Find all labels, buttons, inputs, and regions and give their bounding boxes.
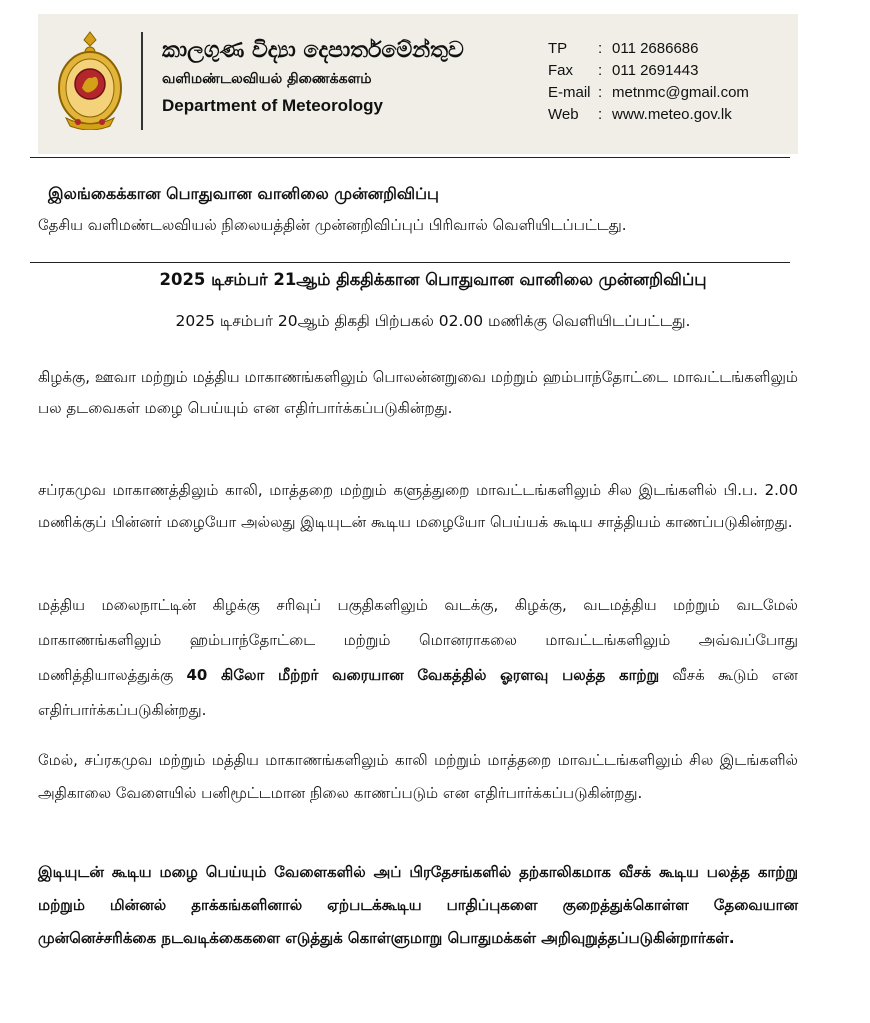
forecast-paragraph-wind	[38, 588, 798, 728]
org-name-tamil: வளிமண்டலவியல் திணைக்களம்	[162, 71, 372, 87]
bulletin-title: இலங்கைக்கான பொதுவான வானிலை முன்னறிவிப்பு	[48, 184, 439, 203]
wind-speed-highlight: 40 கிலோ மீற்றர் வரையான வேகத்தில் ஓரளவு பலத்த காற்று	[186, 666, 660, 684]
organization-name	[162, 36, 464, 120]
contact-info	[548, 38, 749, 126]
letterhead	[38, 14, 798, 154]
safety-advisory: இடியுடன் கூடிய மழை பெய்யும் வேளைகளில் அப் பிரதேசங்களில் தற்காலிகமாக வீசக் கூடிய பலத்த காற்று மற்றும் மின்னல் தாக்கங்களினால் ஏற்படக்கூடிய பாதிப்புகளை குறைத்துக்கொள்ள தேவையான முன்னெச்சரிக்கை நடவடிக்கைகளை எடுத்துக் கொள்ளுமாறு பொதுமக்கள் அறிவுறுத்தப்படுகின்றார்கள்.	[38, 863, 798, 947]
contact-fax: Fax : 011 2691443	[548, 60, 749, 82]
letterhead-divider	[141, 32, 143, 130]
sri-lanka-emblem-icon	[56, 30, 124, 130]
contact-value: www.meteo.gov.lk	[612, 106, 732, 123]
contact-web: Web : www.meteo.gov.lk	[548, 104, 749, 126]
contact-value: metnmc@gmail.com	[612, 84, 749, 101]
contact-value: 011 2691443	[612, 62, 699, 79]
contact-value: 011 2686686	[612, 40, 699, 57]
org-name-english: Department of Meteorology	[162, 96, 384, 115]
forecast-paragraph-rain: கிழக்கு, ஊவா மற்றும் மத்திய மாகாணங்களிலும் பொலன்னறுவை மற்றும் ஹம்பாந்தோட்டை மாவட்டங்களிலும் பல தடவைகள் மழை பெய்யும் என எதிர்பார்க்கப்படுகின்றது.	[38, 368, 798, 417]
contact-email: E-mail : metnmc@gmail.com	[548, 82, 749, 104]
forecast-paragraph-mist: மேல், சப்ரகமுவ மற்றும் மத்திய மாகாணங்களிலும் காலி மற்றும் மாத்தறை மாவட்டங்களிலும் சில இடங்களில் அதிகாலை வேளையில் பனிமூட்டமான நிலை காணப்படும் என எதிர்பார்க்கப்படுகின்றது.	[38, 751, 798, 802]
contact-phone: TP : 011 2686686	[548, 38, 749, 60]
section-rule	[30, 262, 790, 263]
wind-text-start: மத்திய மலைநாட்டின் கிழக்கு சரிவுப் பகுதிகளிலும் வடக்கு, கிழக்கு, வடமத்திய மற்றும் வடமேல் மாகாணங்களிலும் ஹம்பாந்தோட்டை மற்றும் மொனராகலை மாவட்டங்களிலும் அவ்வப்போது மணித்தியாலத்துக்கு	[38, 596, 798, 684]
wind-text-end: வீசக் கூடும் என எதிர்பார்க்கப்படுகின்றது.	[38, 666, 798, 719]
header-rule	[30, 157, 790, 158]
bulletin-source: தேசிய வளிமண்டலவியல் நிலையத்தின் முன்னறிவிப்புப் பிரிவால் வெளியிடப்பட்டது.	[38, 216, 627, 234]
forecast-issued-time: 2025 டிசம்பர் 20ஆம் திகதி பிற்பகல் 02.00 மணிக்கு வெளியிடப்பட்டது.	[175, 312, 691, 330]
org-name-sinhala: කාලගුණ විද්‍යා දෙපාර්තමේන්තුව	[162, 38, 464, 63]
forecast-paragraph-thunder: சப்ரகமுவ மாகாணத்திலும் காலி, மாத்தறை மற்றும் களுத்துறை மாவட்டங்களிலும் சில இடங்களில் பி.ப. 2.00 மணிக்குப் பின்னர் மழையோ அல்லது இடியுடன் கூடிய மழையோ பெய்யக் கூடிய சாத்தியம் காணப்படுகின்றது.	[38, 481, 798, 531]
forecast-title: 2025 டிசம்பர் 21ஆம் திகதிக்கான பொதுவான வானிலை முன்னறிவிப்பு	[159, 270, 707, 289]
